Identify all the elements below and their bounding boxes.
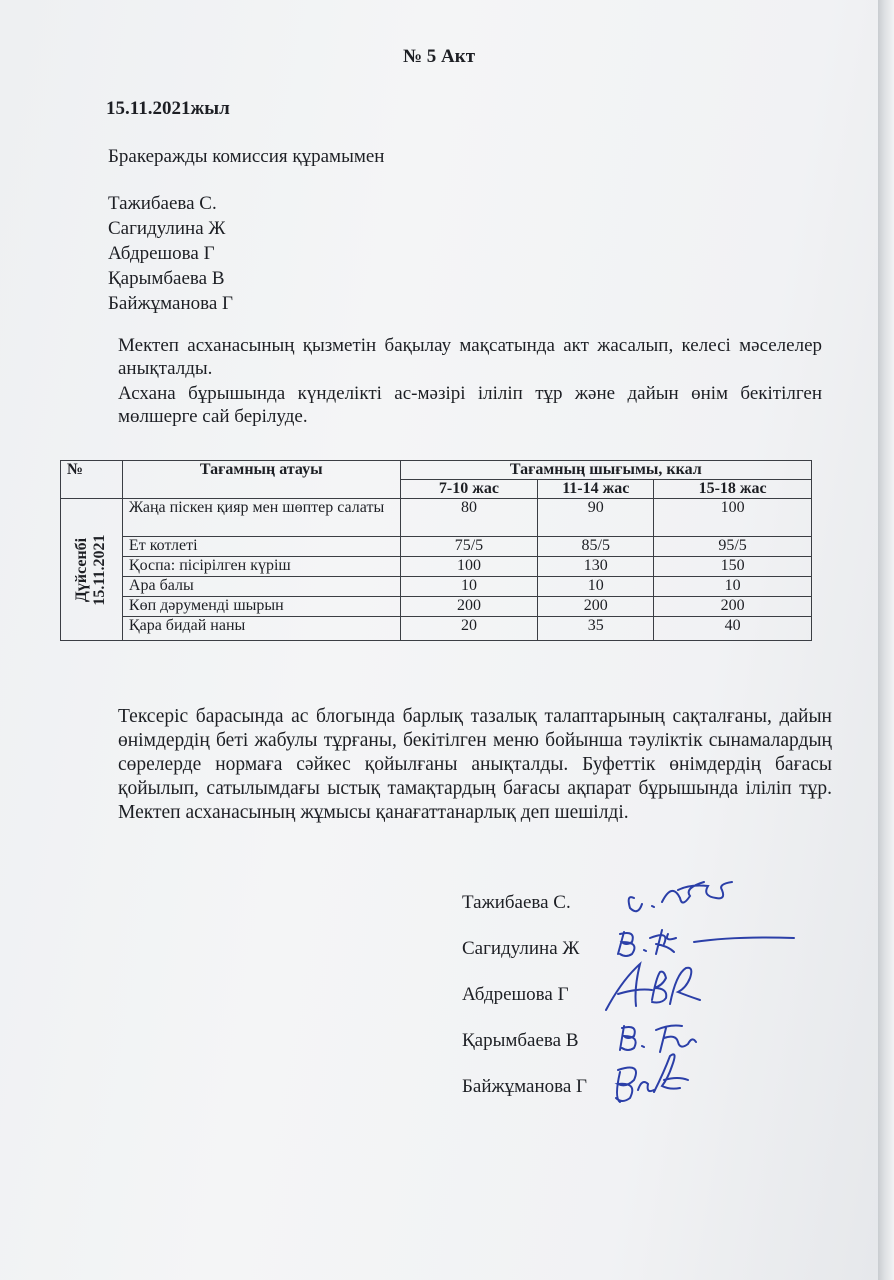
member-5: Байжұманова Г [108, 293, 234, 314]
table-row [61, 537, 812, 557]
intro-paragraph-2: Асхана бұрышында күнделікті ас-мәзірі іліліп тұр және дайын өнім бекітілген мөлшерге сай берілуде. [118, 383, 822, 427]
kcal-7-10: 200 [400, 597, 538, 617]
signatory-4: Қарымбаева В [462, 1030, 579, 1051]
table-row [61, 499, 812, 537]
kcal-11-14: 10 [538, 577, 654, 597]
signatory-2: Сагидулина Ж [462, 938, 580, 959]
kcal-15-18: 200 [654, 597, 812, 617]
header-number: № [61, 461, 123, 499]
signatory-5: Байжұманова Г [462, 1076, 588, 1097]
dish-name: Жаңа піскен қияр мен шөптер салаты [122, 499, 400, 537]
signatory-1: Тажибаева С. [462, 892, 571, 913]
intro-paragraph-1: Мектеп асханасының қызметін бақылау мақсатында акт жасалып, келесі мәселелер анықталды. [118, 335, 822, 379]
page-edge [878, 0, 894, 1280]
header-dish-name: Тағамның атауы [122, 461, 400, 499]
dish-name: Қоспа: пісірілген күріш [122, 557, 400, 577]
kcal-11-14: 90 [538, 499, 654, 537]
kcal-15-18: 10 [654, 577, 812, 597]
header-age-15-18: 15-18 жас [654, 480, 812, 499]
kcal-15-18: 150 [654, 557, 812, 577]
dish-name: Ет котлеті [122, 537, 400, 557]
signatory-3: Абдрешова Г [462, 984, 569, 1005]
kcal-15-18: 100 [654, 499, 812, 537]
act-title: № 5 Акт [402, 46, 476, 67]
kcal-7-10: 75/5 [400, 537, 538, 557]
conclusion-paragraph: Тексеріс барасында ас блогында барлық тазалық талаптарының сақталғаны, дайын өнімдердің беті жабулы тұрғаны, бекітілген меню бойынша тәуліктік сынамалардың сөрелерде нормаға сәйкес қойылғаны анықталды. Буфеттік өнімдердің бағасы қойылып, сатылымдағы ыстық тамақтардың бағасы ақпарат бұрышында іліліп тұр. Мектеп асханасының жұмысы қанағаттанарлық деп шешілді. [118, 706, 832, 823]
signature-2 [610, 920, 800, 960]
day-label: Дүйсенбі [73, 537, 91, 602]
kcal-7-10: 80 [400, 499, 538, 537]
header-yield: Тағамның шығымы, ккал [400, 461, 811, 480]
kcal-7-10: 10 [400, 577, 538, 597]
table-row [61, 577, 812, 597]
dish-name: Қара бидай наны [122, 617, 400, 641]
kcal-11-14: 35 [538, 617, 654, 641]
day-date: 15.11.2021 [91, 533, 109, 606]
signature-3 [600, 960, 710, 1016]
member-1: Тажибаева С. [108, 193, 217, 214]
menu-table [60, 460, 812, 641]
table-row [61, 617, 812, 641]
kcal-15-18: 95/5 [654, 537, 812, 557]
table-row [61, 597, 812, 617]
signature-1 [622, 872, 742, 918]
dish-name: Көп дәруменді шырын [122, 597, 400, 617]
header-age-7-10: 7-10 жас [400, 480, 538, 499]
kcal-11-14: 130 [538, 557, 654, 577]
day-cell [61, 499, 123, 641]
dish-name: Ара балы [122, 577, 400, 597]
kcal-7-10: 100 [400, 557, 538, 577]
header-age-11-14: 11-14 жас [538, 480, 654, 499]
kcal-11-14: 200 [538, 597, 654, 617]
signature-5 [604, 1050, 694, 1108]
member-4: Қарымбаева В [108, 268, 225, 289]
member-3: Абдрешова Г [108, 243, 215, 264]
act-date: 15.11.2021жыл [106, 98, 230, 119]
table-row [61, 557, 812, 577]
kcal-15-18: 40 [654, 617, 812, 641]
commission-heading: Бракеражды комиссия құрамымен [108, 146, 385, 167]
kcal-11-14: 85/5 [538, 537, 654, 557]
member-2: Сагидулина Ж [108, 218, 226, 239]
kcal-7-10: 20 [400, 617, 538, 641]
